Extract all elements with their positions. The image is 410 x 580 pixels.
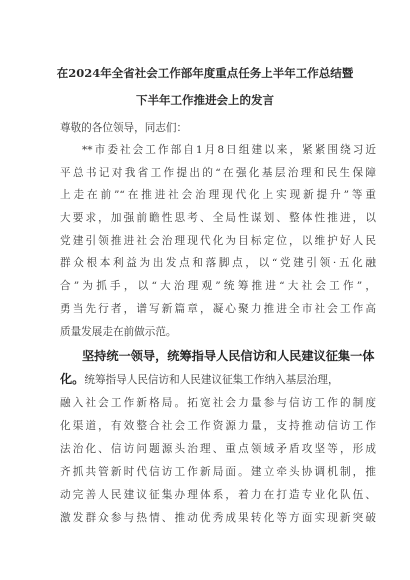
document-title-line-1: 在2024年全省社会工作部年度重点任务上半年工作总结暨 <box>56 66 354 80</box>
paragraph-2-line: 法治化、信访问题源头治理、重点领域矛盾攻坚等，形成 <box>60 443 376 455</box>
paragraph-2-line: 齐抓共管新时代信访工作新局面。建立牵头协调机制，推 <box>60 466 376 478</box>
document-title-line-2: 下半年工作推进会上的发言 <box>136 93 274 107</box>
paragraph-1-line: 大要求，加强前瞻性思考、全局性谋划、整体性推进，以 <box>60 212 376 224</box>
paragraph-1-line: 质量发展走在前做示范。 <box>60 326 177 338</box>
paragraph-1-line: 勇当先行者，谱写新篇章，凝心聚力推进全市社会工作高 <box>60 303 376 315</box>
paragraph-2-line: 融入社会工作新格局。拓宽社会力量参与信访工作的制度 <box>60 397 376 409</box>
paragraph-2-lead-text: 统筹指导人民信访和人民建议征集工作纳入基层治理， <box>84 374 339 386</box>
section-1-heading: 坚持统一领导，统筹指导人民信访和人民建议征集一体 <box>82 349 375 363</box>
section-1-heading-continuation <box>60 372 376 387</box>
greeting: 尊敬的各位领导，同志们： <box>60 122 188 134</box>
paragraph-1-line: **市委社会工作部自1月8日组建以来，紧紧围绕习近 <box>82 144 376 156</box>
paragraph-1-line: 上走在前”“在推进社会治理现代化上实现新提升”等重 <box>60 189 376 201</box>
paragraph-2-line: 动完善人民建议征集办理体系，着力在打造专业化队伍、 <box>60 489 376 501</box>
paragraph-1-line: 平总书记对我省工作提出的“在强化基层治理和民生保障 <box>60 167 376 179</box>
paragraph-1-line: 党建引领推进社会治理现代化为目标定位，以维护好人民 <box>60 235 376 247</box>
paragraph-1-line: 群众根本利益为出发点和落脚点，以“党建引领·五化融 <box>60 257 376 269</box>
paragraph-2-line: 化渠道，有效整合社会工作资源力量，支持推动信访工作 <box>60 420 376 432</box>
section-1-heading-end: 化。 <box>60 372 85 386</box>
paragraph-1-line: 合”为抓手，以“大治理观”统筹推进“大社会工作”， <box>60 280 376 292</box>
paragraph-2-line: 激发群众参与热情、推动优秀成果转化等方面实现新突破 <box>60 512 376 524</box>
